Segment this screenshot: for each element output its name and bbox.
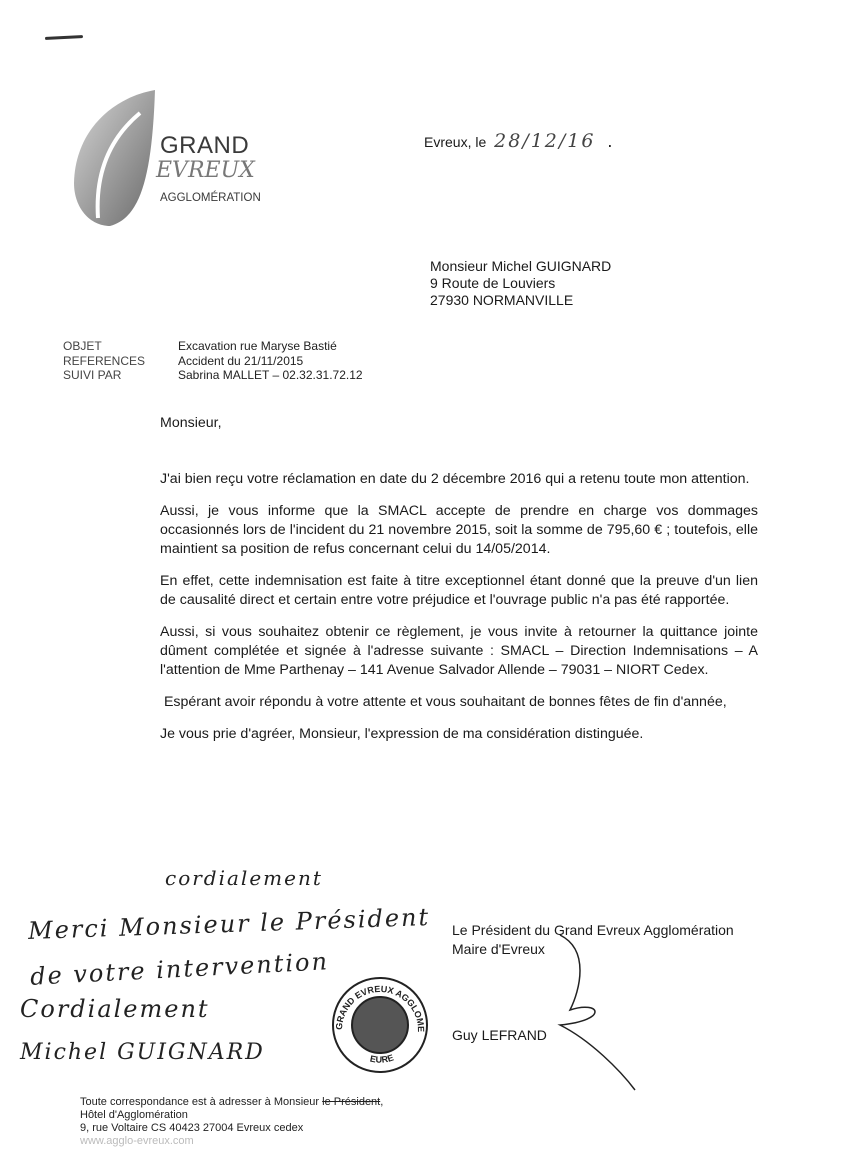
- reference-row: [63, 368, 363, 383]
- footer-website[interactable]: www.agglo-evreux.com: [80, 1135, 194, 1147]
- paragraph: Aussi, je vous informe que la SMACL accepte de prendre en charge vos dommages occasionnés lors de l'incident du 21 novembre 2015, soit la somme de 795,60 € ; toutefois, elle maintient sa position de refus concernant celui du 14/05/2014.: [160, 503, 758, 557]
- reference-label: REFERENCES: [63, 353, 146, 368]
- handwritten-date: 28/12/16: [494, 130, 596, 152]
- paragraph: Je vous prie d'agréer, Monsieur, l'expression de ma considération distinguée.: [160, 726, 644, 742]
- reference-value: Sabrina MALLET – 02.32.31.72.12: [178, 368, 363, 382]
- recipient-address: [430, 258, 611, 309]
- logo: [70, 88, 260, 233]
- footer: [80, 1096, 383, 1148]
- leaf-logo-icon: [70, 88, 160, 228]
- logo-agglomeration: AGGLOMÉRATION: [160, 192, 261, 204]
- paragraph: En effet, cette indemnisation est faite à titre exceptionnel étant donné que la preuve d'un lien de causalité direct et certain entre votre préjudice et l'ouvrage public n'a pas été rapportée.: [160, 573, 758, 608]
- reference-label: SUIVI PAR: [63, 368, 122, 382]
- paragraph: Espérant avoir répondu à votre attente et vous souhaitant de bonnes fêtes de fin d'année,: [160, 694, 727, 710]
- svg-text:EURE: [369, 1052, 395, 1064]
- reference-row: [63, 339, 363, 354]
- handwritten-signature: Michel GUIGNARD: [20, 1040, 265, 1065]
- handwritten-line-2: de votre intervention: [29, 947, 330, 991]
- handwritten-line-1: Merci Monsieur le Président: [27, 902, 431, 946]
- stamp-text-top: GRAND EVREUX AGGLOME: [333, 983, 427, 1033]
- reference-value: Accident du 21/11/2015: [178, 353, 304, 368]
- footer-line-3: 9, rue Voltaire CS 40423 27004 Evreux cedex: [80, 1122, 304, 1134]
- paragraph: J'ai bien reçu votre réclamation en date du 2 décembre 2016 qui a retenu toute mon attention.: [160, 471, 750, 487]
- stamp-text-bottom: EURE: [369, 1052, 395, 1065]
- logo-evreux: EVREUX: [156, 158, 255, 183]
- handwritten-line-3: Cordialement: [20, 995, 210, 1023]
- footer-line-2: Hôtel d'Agglomération: [80, 1109, 188, 1121]
- footer-line-1: Toute correspondance est à adresser à Monsieur le Président,: [80, 1096, 384, 1108]
- letter-body: [160, 470, 758, 757]
- scan-mark: [45, 35, 83, 40]
- official-stamp: [330, 975, 430, 1075]
- salutation: Monsieur,: [160, 415, 222, 431]
- date-line: Evreux, le 28/12/16 .: [424, 130, 613, 152]
- reference-value: Excavation rue Maryse Bastié: [178, 339, 337, 353]
- signature-icon: [540, 930, 640, 1100]
- reference-label: OBJET: [63, 339, 102, 353]
- references-block: [63, 339, 363, 383]
- reference-row: [63, 354, 363, 369]
- signatory-title: Le Président du Grand Evreux Agglomération: [452, 922, 734, 938]
- recipient-name: Monsieur Michel GUIGNARD: [430, 258, 612, 274]
- paragraph: Aussi, si vous souhaitez obtenir ce règlement, je vous invite à retourner la quittance jointe dûment complétée et signée à l'adresse suivante : SMACL – Direction Indemnisations – A l'attention de Mme Parthenay – 141 Avenue Salvador Allende – 79031 – NIORT Cedex.: [160, 624, 758, 678]
- signatory-name: Guy LEFRAND: [452, 1027, 547, 1043]
- recipient-street: 9 Route de Louviers: [430, 275, 556, 291]
- handwritten-cordialement: cordialement: [165, 866, 323, 890]
- date-prefix: Evreux, le: [424, 134, 487, 150]
- recipient-city: 27930 NORMANVILLE: [430, 292, 574, 308]
- signatory-subtitle: Maire d'Evreux: [452, 941, 545, 957]
- logo-grand: GRAND: [160, 132, 250, 159]
